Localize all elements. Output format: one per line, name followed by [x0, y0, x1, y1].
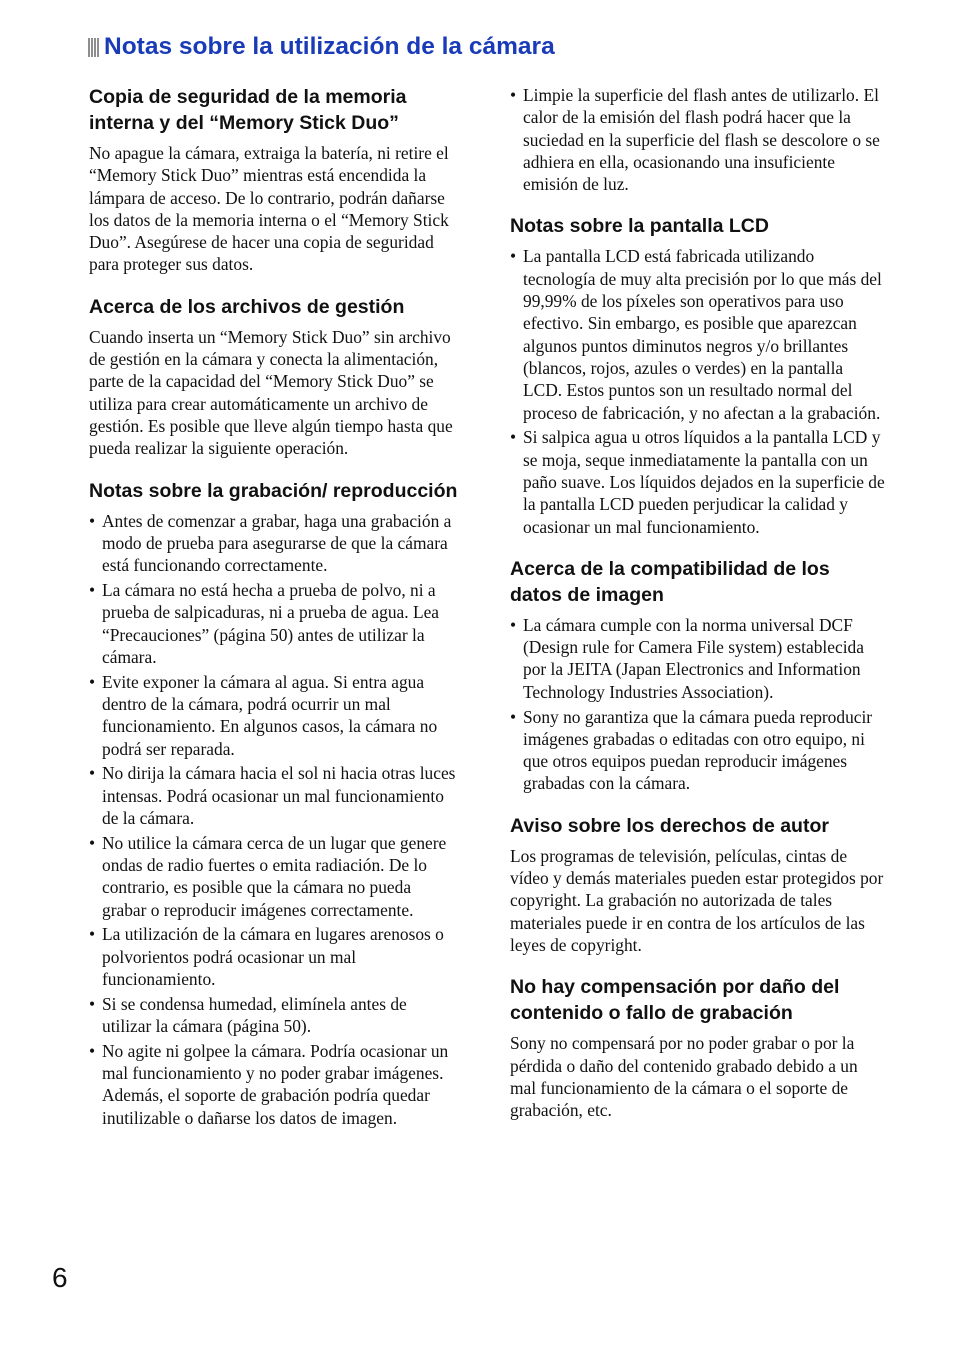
section-heading: Notas sobre la pantalla LCD — [510, 215, 769, 238]
bullet-icon: • — [89, 1040, 96, 1061]
bullet-list — [510, 84, 885, 195]
section-backup — [89, 84, 459, 276]
section-lcd — [510, 213, 885, 537]
bullet-icon: • — [89, 671, 96, 692]
section-recording-playback — [89, 478, 459, 1130]
list-item: • Limpie la superficie del flash antes de utilizarlo. El calor de la emisión del flash podrá hacer que la suciedad en la superficie del flash se descolore o se adhiera en ella, ocasionando una insuficiente emisión de luz. — [510, 85, 880, 195]
section-heading: Copia de seguridad de la memoria interna y del “Memory Stick Duo” — [89, 86, 407, 134]
list-item: • La utilización de la cámara en lugares arenosos o polvorientos podrá ocasionar un mal funcionamiento. — [89, 924, 444, 989]
section-paragraph: Sony no compensará por no poder grabar o por la pérdida o daño del contenido grabado debido a un mal funcionamiento de la cámara o el soporte de grabación, etc. — [510, 1033, 858, 1121]
section-copyright — [510, 813, 885, 956]
bullet-list — [510, 245, 885, 537]
section-paragraph: No apague la cámara, extraiga la batería, ni retire el “Memory Stick Duo” mientras está encendida la lámpara de acceso. De lo contrario, podrán dañarse los datos de la memoria interna o el “Memory Stick Duo”. Asegúrese de hacer una copia de seguridad para proteger sus datos. — [89, 143, 449, 275]
list-item: • La cámara cumple con la norma universal DCF (Design rule for Camera File system) establecida por la JEITA (Japan Electronics and Information Technology Industries Association). — [510, 614, 864, 702]
section-heading: Notas sobre la grabación/ reproducción — [89, 479, 458, 502]
bullet-icon: • — [510, 85, 517, 105]
bullet-icon: • — [89, 510, 96, 531]
list-item: • Si se condensa humedad, elimínela antes de utilizar la cámara (página 50). — [89, 993, 407, 1037]
page-number: 6 — [52, 1262, 68, 1293]
section-image-compatibility — [510, 556, 885, 795]
page-title — [88, 33, 555, 61]
left-column — [89, 84, 459, 1147]
bullet-list — [510, 614, 885, 795]
list-item: • Sony no garantiza que la cámara pueda reproducir imágenes grabadas o editadas con otro equipo, ni que otros equipos puedan reproducir imágenes grabadas con la cámara. — [510, 706, 873, 794]
section-paragraph: Cuando inserta un “Memory Stick Duo” sin archivo de gestión en la cámara y conecta la alimentación, parte de la capacidad del “Memory Stick Duo” se utiliza para crear automáticamente un archivo de gestión. Es posible que lleve algún tiempo hasta que pueda realizar la siguiente operación. — [89, 326, 453, 459]
list-item: • La cámara no está hecha a prueba de polvo, ni a prueba de salpicaduras, ni a prueba de agua. Lea “Precauciones” (página 50) antes de utilizar la cámara. — [89, 579, 440, 667]
right-column — [510, 84, 885, 1139]
bullet-icon: • — [89, 763, 96, 784]
section-heading: Acerca de la compatibilidad de los datos de imagen — [510, 557, 830, 606]
bullet-icon: • — [89, 579, 96, 600]
list-item: • Antes de comenzar a grabar, haga una grabación a modo de prueba para asegurarse de que la cámara está funcionando correctamente. — [89, 510, 452, 576]
section-paragraph: Los programas de televisión, películas, cintas de vídeo y demás materiales pueden estar protegidos por copyright. La grabación no autorizada de tales materiales puede ir en contra de los artículos de las leyes de copyright. — [510, 845, 884, 955]
section-heading: No hay compensación por daño del contenido o fallo de grabación — [510, 976, 840, 1025]
list-item: • Evite exponer la cámara al agua. Si entra agua dentro de la cámara, podrá ocurrir un mal funcionamiento. En algunos casos, la cámara no podrá ser reparada. — [89, 671, 438, 759]
bullet-icon: • — [89, 993, 96, 1014]
list-item: • Si salpica agua u otros líquidos a la pantalla LCD y se moja, seque inmediatamente la pantalla con un paño suave. Los líquidos dejados en la superficie de la pantalla LCD pueden perjudicar la calidad y ocasionar un mal funcionamiento. — [510, 427, 885, 537]
bullet-icon: • — [89, 924, 96, 945]
bullet-icon: • — [510, 427, 517, 448]
page-title-text: Notas sobre la utilización de la cámara — [104, 33, 555, 60]
section-heading: Acerca de los archivos de gestión — [89, 295, 405, 318]
bullet-list — [89, 510, 459, 1130]
section-no-compensation — [510, 974, 885, 1121]
section-heading: Aviso sobre los derechos de autor — [510, 814, 829, 837]
list-item: • No agite ni golpee la cámara. Podría ocasionar un mal funcionamiento y no poder grabar imágenes. Además, el soporte de grabación podría quedar inutilizable o dañarse los datos de imagen. — [89, 1040, 449, 1128]
list-item: • La pantalla LCD está fabricada utilizando tecnología de muy alta precisión por lo que más del 99,99% de los píxeles son operativos para uso efectivo. Sin embargo, es posible que aparezcan algunos puntos diminutos negros y/o brillantes (blancos, rojos, azules o verdes) en la pantalla LCD. Estos puntos son un resultado normal del proceso de fabricación, y no afectan a la grabación. — [510, 246, 882, 423]
title-marker-icon — [88, 38, 100, 57]
section-flash-note — [510, 84, 885, 195]
bullet-icon: • — [89, 832, 96, 853]
bullet-icon: • — [510, 706, 517, 727]
section-management-files — [89, 294, 459, 460]
list-item: • No utilice la cámara cerca de un lugar que genere ondas de radio fuertes o emita radiación. De lo contrario, es posible que la cámara no pueda grabar o reproducir imágenes correctamente. — [89, 832, 447, 920]
bullet-icon: • — [510, 614, 517, 635]
bullet-icon: • — [510, 246, 517, 267]
list-item: • No dirija la cámara hacia el sol ni hacia otras luces intensas. Podrá ocasionar un mal funcionamiento de la cámara. — [89, 763, 456, 828]
